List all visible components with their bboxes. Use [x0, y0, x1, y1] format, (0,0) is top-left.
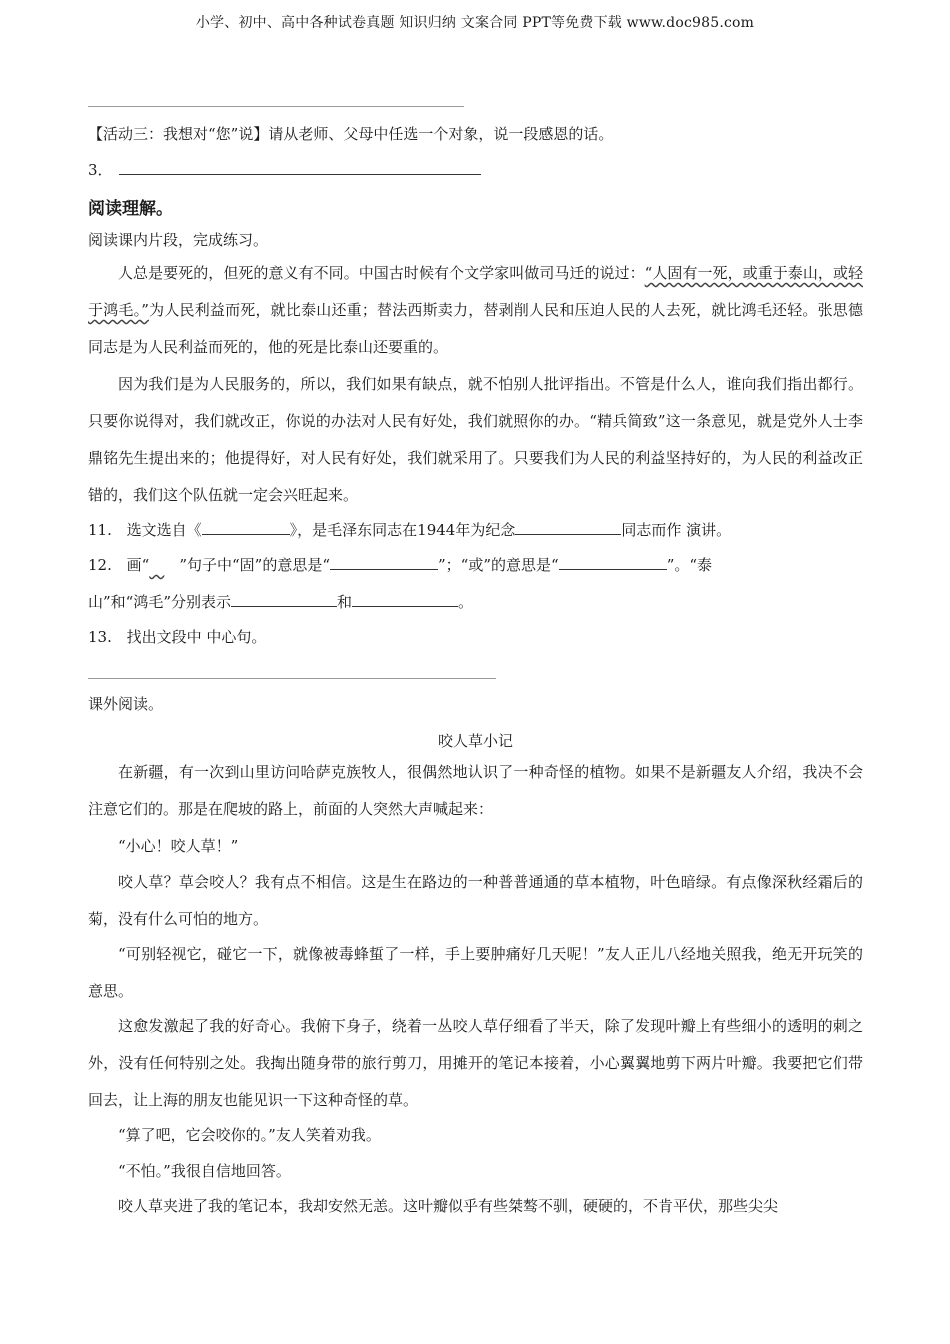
question-12-line1	[88, 555, 712, 575]
activity3-prompt: 【活动三：我想对“您”说】请从老师、父母中任选一个对象，说一段感恩的话。	[88, 125, 614, 143]
question-13	[88, 627, 266, 647]
page-header: 小学、初中、高中各种试卷真题 知识归纳 文案合同 PPT等免费下载 www.doc985.com	[195, 15, 755, 31]
story-paragraph-3: 咬人草？草会咬人？我有点不相信。这是生在路边的一种普普通通的草本植物，叶色暗绿。有点像深秋经霜后的菊，没有什么可怕的地方。	[88, 873, 863, 928]
q11-text-c: 同志而作 演讲。	[621, 521, 732, 539]
q12-text-e: 山”和“鸿毛”分别表示	[88, 593, 232, 611]
q12-text-a: 画“	[126, 556, 150, 574]
section-heading: 阅读理解。	[88, 199, 173, 219]
q12-blank-hongmao[interactable]	[352, 606, 458, 607]
out-class-intro: 课外阅读。	[88, 695, 164, 713]
q12-number: 12.	[88, 556, 112, 574]
q12-blank-huo[interactable]	[559, 569, 667, 570]
passage1-paragraph1	[88, 255, 863, 366]
q11-number: 11.	[88, 521, 112, 539]
question-12-line2	[88, 592, 473, 612]
story-paragraph-4: “可别轻视它，碰它一下，就像被毒蜂蜇了一样，手上要肿痛好几天呢！”友人正儿八经地关照我，绝无开玩笑的意思。	[88, 945, 863, 1000]
q12-blank-gu[interactable]	[330, 569, 438, 570]
answer-line-top	[88, 106, 464, 107]
question-3-number: 3．	[88, 161, 113, 179]
q12-text-b: ”句子中“固”的意思是“	[179, 556, 330, 574]
passage1-p1-end: 为人民利益而死，就比泰山还重；替法西斯卖力，替剥削人民和压迫人民的人去死，就比鸿毛还轻。张思德同志是为人民利益而死的，他的死是比泰山还要重的。	[88, 301, 864, 356]
q11-text-b: 》，是毛泽东同志在1944年为纪念	[289, 521, 516, 539]
q12-text-d: ”。“泰	[666, 556, 713, 574]
q12-text-c: ”；“或”的意思是“	[438, 556, 559, 574]
q12-blank-taishan[interactable]	[231, 606, 337, 607]
story-title: 咬人草小记	[437, 732, 513, 750]
q13-text: 找出文段中 中心句。	[126, 628, 267, 646]
story-paragraph-6: “算了吧，它会咬你的。”友人笑着劝我。	[118, 1126, 381, 1144]
q13-number: 13.	[88, 628, 112, 646]
q11-blank-title[interactable]	[202, 534, 290, 535]
passage1-p1-start: 人总是要死的，但死的意义有不同。中国古时候有个文学家叫做司马迁的说过：	[118, 264, 645, 282]
q12-text-f: 和	[337, 593, 353, 611]
story-paragraph-1: 在新疆，有一次到山里访问哈萨克族牧人，很偶然地认识了一种奇怪的植物。如果不是新疆友人介绍，我决不会注意它们的。那是在爬坡的路上，前面的人突然大声喊起来：	[88, 763, 863, 818]
q11-blank-person[interactable]	[515, 534, 621, 535]
story-paragraph-5: 这愈发激起了我的好奇心。我俯下身子，绕着一丛咬人草仔细看了半天，除了发现叶瓣上有些细小的透明的刺之外，没有任何特别之处。我掏出随身带的旅行剪刀，用摊开的笔记本接着，小心翼翼地剪下两片叶瓣。我要把它们带回去，让上海的朋友也能见识一下这种奇怪的草。	[88, 1017, 863, 1109]
story-paragraph-8: 咬人草夹进了我的笔记本，我却安然无恙。这叶瓣似乎有些桀骜不驯，硬硬的，不肯平伏，那些尖尖	[118, 1197, 779, 1215]
question-11	[88, 520, 731, 540]
passage1-quote: “人固有一死，或重于泰山，或轻于鸿毛。”	[88, 264, 863, 319]
q12-wavy-mark	[149, 555, 179, 575]
in-class-intro: 阅读课内片段，完成练习。	[88, 231, 269, 249]
story-paragraph-7: “不怕。”我很自信地回答。	[118, 1162, 291, 1180]
q12-text-g: 。	[458, 593, 474, 611]
story-paragraph-2: “小心！咬人草！”	[118, 837, 239, 855]
q11-text-a: 选文选自《	[126, 521, 202, 539]
answer-line-13[interactable]	[88, 678, 496, 679]
passage1-paragraph2: 因为我们是为人民服务的，所以，我们如果有缺点，就不怕别人批评指出。不管是什么人，谁向我们指出都行。只要你说得对，我们就改正，你说的办法对人民有好处，我们就照你的办。“精兵简致”这一条意见，就是党外人士李鼎铭先生提出来的；他提得好，对人民有好处，我们就采用了。只要我们为人民的利益坚持好的，为人民的利益改正错的，我们这个队伍就一定会兴旺起来。	[88, 375, 863, 504]
answer-line-3[interactable]	[119, 174, 481, 175]
question-3	[88, 160, 481, 180]
